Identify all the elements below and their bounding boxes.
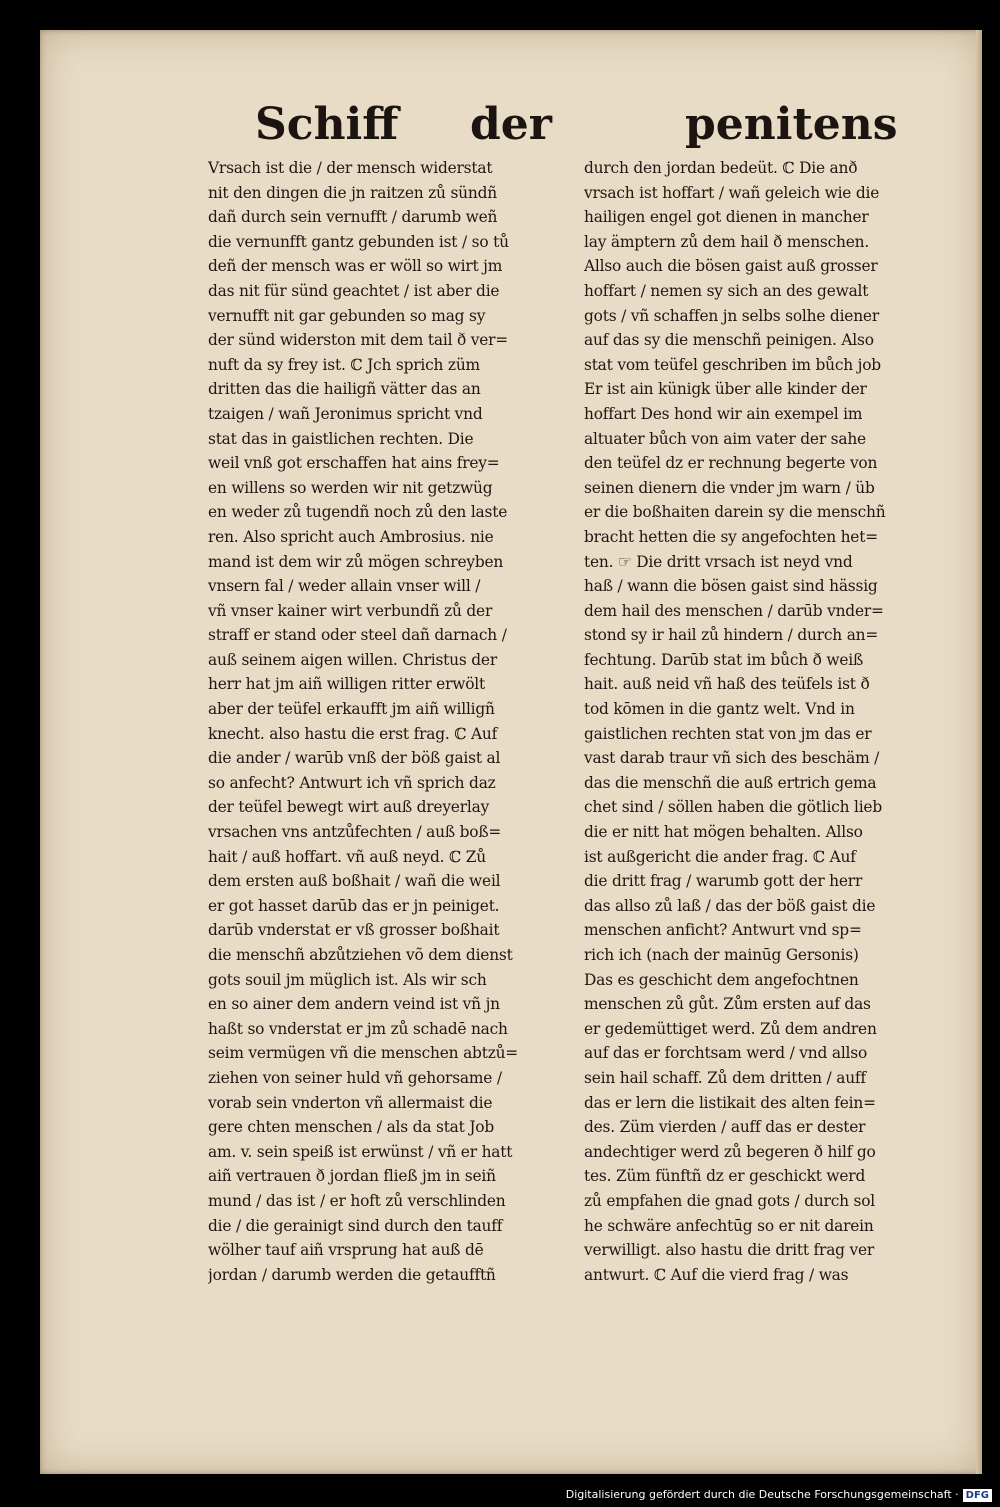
text-line: die er nitt hat mögen behalten. Allso (584, 823, 863, 842)
text-line: dañ durch sein vernufft / darumb weñ (208, 208, 498, 227)
text-line: aber der teüfel erkaufft jm aiñ willigñ (208, 700, 495, 719)
text-line: andechtiger werd zů begeren ð hilf go (584, 1142, 876, 1161)
text-line: nuft da sy frey ist. ℂ Jch sprich züm (208, 355, 480, 374)
text-line: der teüfel bewegt wirt auß dreyerlay (208, 798, 490, 817)
text-line: ziehen von seiner huld vñ gehorsame / (208, 1068, 502, 1087)
text-line: das nit für sünd geachtet / ist aber die (208, 281, 500, 300)
text-line: tzaigen / wañ Jeronimus spricht vnd (208, 404, 483, 423)
text-line: Vrsach ist die / der mensch widerstat (208, 159, 493, 177)
text-line: chet sind / söllen haben die götlich lieb (584, 798, 882, 817)
text-line: vorab sein vnderton vñ allermaist die (208, 1093, 493, 1112)
text-line: he schwäre anfechtūg so er nit darein (584, 1216, 874, 1235)
text-line: gots souil jm müglich ist. Als wir sch (208, 970, 487, 989)
text-line: die ander / warūb vnß der böß gaist al (208, 749, 501, 768)
text-line: vrsach ist hoffart / wañ geleich wie die (584, 183, 880, 202)
text-line: en willens so werden wir nit getzwüg (208, 478, 493, 497)
text-line: der sünd widerston mit dem tail ð ver= (208, 331, 508, 350)
text-line: vnsern fal / weder allain vnser will / (208, 577, 481, 596)
right-text-column (584, 156, 939, 1287)
text-line: so anfecht? Antwurt ich vñ sprich daz (208, 773, 496, 792)
text-line: ren. Also spricht auch Ambrosius. nie (208, 527, 494, 546)
credit-text: Digitalisierung gefördert durch die Deutsche Forschungsgemeinschaft · (565, 1488, 959, 1501)
text-line: das allso zů laß / das der böß gaist die (584, 896, 876, 915)
text-line: verwilligt. also hastu die dritt frag ver (584, 1241, 875, 1260)
text-line: durch den jordan bedeüt. ℂ Die anð (584, 159, 858, 177)
text-line: stond sy ir hail zů hindern / durch an= (584, 626, 879, 645)
title-word-1: Schiff (255, 99, 399, 150)
text-line: die menschñ abzůtziehen võ dem dienst (208, 946, 513, 964)
text-line: darūb vnderstat er vß grosser boßhait (208, 921, 500, 940)
text-line: weil vnß got erschaffen hat ains frey= (208, 454, 500, 473)
text-line: hait / auß hoffart. vñ auß neyd. ℂ Zů (208, 847, 486, 866)
text-line: vast darab traur vñ sich des beschäm / (584, 749, 880, 768)
text-line: auf das sy die menschñ peinigen. Also (584, 331, 874, 350)
text-line: hoffart Des hond wir ain exempel im (584, 404, 863, 423)
text-line: ten. ☞ Die dritt vrsach ist neyd vnd (584, 552, 853, 571)
text-line: en weder zů tugendñ noch zů den laste (208, 503, 508, 522)
text-line: haß / wann die bösen gaist sind hässig (584, 577, 878, 596)
text-line: gere chten menschen / als da stat Job (208, 1118, 495, 1137)
page-edge (976, 30, 982, 1474)
text-line: seim vermügen vñ die menschen abtzů= (208, 1044, 519, 1063)
text-line: den teüfel dz er rechnung begerte von (584, 454, 878, 473)
text-line: Das es geschicht dem angefochtnen (584, 970, 859, 989)
text-line: stat das in gaistlichen rechten. Die (208, 429, 474, 448)
text-line: sein hail schaff. Zů dem dritten / auff (584, 1068, 866, 1087)
text-line: wölher tauf aiñ vrsprung hat auß dē (208, 1241, 484, 1260)
title-word-2: der (470, 99, 552, 150)
title-word-3: penitens (685, 99, 898, 150)
text-line: straff er stand oder steel dañ darnach / (208, 626, 507, 645)
text-line: Allso auch die bösen gaist auß grosser (584, 257, 878, 276)
text-line: vñ vnser kainer wirt verbundñ zů der (208, 601, 493, 620)
text-line: en so ainer dem andern veind ist vñ jn (208, 995, 500, 1014)
left-text-column (208, 156, 563, 1287)
digitization-credit (566, 1488, 992, 1502)
text-line: lay ämptern zů dem hail ð menschen. (584, 232, 870, 251)
text-line: antwurt. ℂ Auf die vierd frag / was (584, 1265, 849, 1284)
text-line: deñ der mensch was er wöll so wirt jm (208, 257, 503, 276)
text-line: hait. auß neid vñ haß des teüfels ist ð (584, 675, 870, 694)
text-line: das er lern die listikait des alten fein= (584, 1093, 876, 1112)
text-line: herr hat jm aiñ willigen ritter erwölt (208, 675, 485, 694)
text-line: er die boßhaiten darein sy die menschñ (584, 503, 886, 522)
text-line: auf das er forchtsam werd / vnd allso (584, 1044, 868, 1063)
text-line: tod kōmen in die gantz welt. Vnd in (584, 700, 855, 719)
text-line: die dritt frag / warumb gott der herr (584, 872, 863, 891)
text-line: dem hail des menschen / darūb vnder= (584, 601, 884, 620)
text-line: am. v. sein speiß ist erwünst / vñ er hatt (208, 1142, 513, 1161)
text-line: mund / das ist / er hoft zů verschlinden (208, 1191, 506, 1210)
text-line: menschen anficht? Antwurt vnd sp= (584, 921, 862, 940)
text-line: ist außgericht die ander frag. ℂ Auf (584, 847, 856, 866)
text-line: dem ersten auß boßhait / wañ die weil (208, 872, 501, 891)
text-line: die vernunfft gantz gebunden ist / so tů (208, 232, 509, 251)
text-line: stat vom teüfel geschriben im bůch job (584, 355, 881, 374)
text-line: mand ist dem wir zů mögen schreyben (208, 552, 504, 571)
text-line: vernufft nit gar gebunden so mag sy (208, 306, 486, 325)
page-title (255, 99, 898, 150)
text-line: Er ist ain künigk über alle kinder der (584, 380, 867, 399)
text-line: seinen dienern die vnder jm warn / üb (584, 478, 875, 497)
text-line: er got hasset darūb das er jn peiniget. (208, 896, 500, 915)
text-line: tes. Züm fünftñ dz er geschickt werd (584, 1167, 866, 1186)
text-line: vrsachen vns antzůfechten / auß boß= (208, 823, 502, 842)
text-line: hoffart / nemen sy sich an des gewalt (584, 281, 869, 300)
text-line: des. Züm vierden / auff das er dester (584, 1118, 866, 1137)
text-line: knecht. also hastu die erst frag. ℂ Auf (208, 724, 498, 743)
text-line: fechtung. Darūb stat im bůch ð weiß (584, 650, 864, 669)
text-line: aiñ vertrauen ð jordan fließ jm in seiñ (208, 1167, 496, 1186)
text-line: menschen zů gůt. Zům ersten auf das (584, 995, 871, 1014)
dfg-logo: DFG (963, 1489, 992, 1502)
text-line: rich ich (nach der mainūg Gersonis) (584, 946, 859, 964)
text-line: dritten das die hailigñ vätter das an (208, 380, 481, 399)
text-line: bracht hetten die sy angefochten het= (584, 527, 878, 546)
text-line: haßt so vnderstat er jm zů schadē nach (208, 1019, 508, 1038)
text-line: nit den dingen die jn raitzen zů sündñ (208, 183, 497, 202)
text-line: altuater bůch von aim vater der sahe (584, 429, 866, 448)
text-line: gaistlichen rechten stat von jm das er (584, 724, 872, 743)
text-line: hailigen engel got dienen in mancher (584, 208, 869, 227)
text-line: die / die gerainigt sind durch den tauff (208, 1216, 503, 1235)
text-line: jordan / darumb werden die getaufftñ (208, 1265, 496, 1284)
text-line: auß seinem aigen willen. Christus der (208, 650, 497, 669)
text-line: zů empfahen die gnad gots / durch sol (584, 1191, 876, 1210)
text-line: er gedemüttiget werd. Zů dem andren (584, 1019, 877, 1038)
text-line: gots / vñ schaffen jn selbs solhe diener (584, 306, 879, 325)
text-line: das die menschñ die auß ertrich gema (584, 773, 877, 792)
